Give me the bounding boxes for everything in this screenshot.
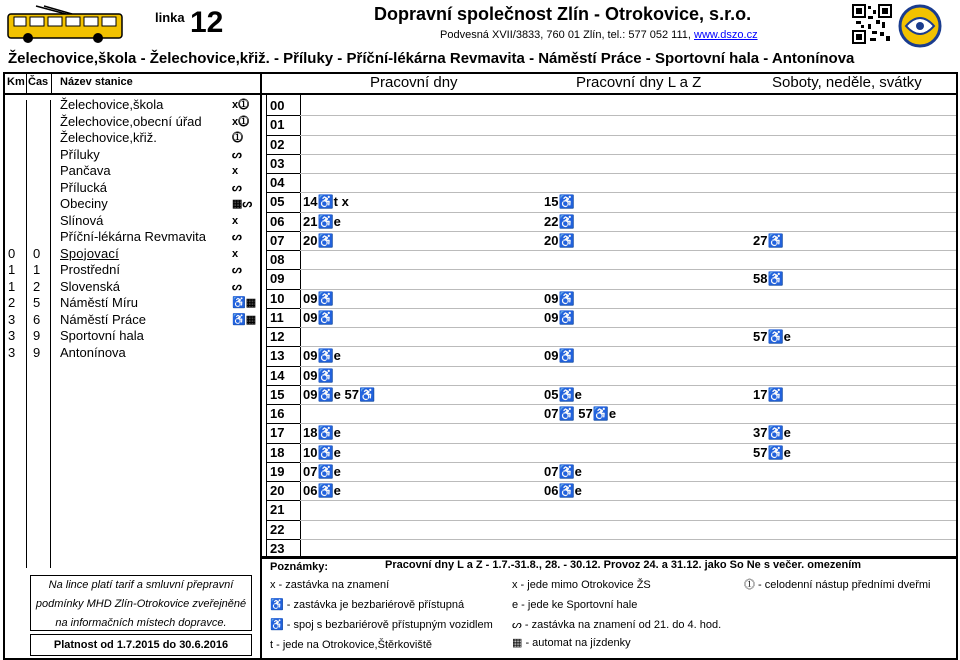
station-symbols: ᔕ [232, 148, 242, 161]
station-symbols: x [232, 214, 239, 227]
station-time [33, 229, 49, 246]
station-time [33, 213, 49, 230]
departure-cell: 07♿e [303, 463, 341, 479]
station-time [33, 130, 49, 147]
row-divider [300, 346, 956, 347]
station-name[interactable]: Sportovní hala [60, 328, 144, 343]
hour-label: 10 [270, 290, 285, 306]
row-divider [300, 154, 956, 155]
station-time [33, 163, 49, 180]
hour-label: 13 [270, 348, 285, 364]
hour-divider [266, 500, 300, 501]
hour-label: 04 [270, 175, 285, 190]
station-time [33, 180, 49, 197]
departure-cell: 07♿e [544, 463, 582, 479]
hour-label: 19 [270, 463, 285, 479]
km-header: Km [7, 76, 25, 88]
row-divider [300, 135, 956, 136]
row-divider [300, 250, 956, 251]
legend-ticket-machine: ▦ - automat na jízdenky [512, 637, 631, 649]
hour-divider [266, 289, 300, 290]
station-km [8, 130, 24, 147]
departure-cell: 27♿ [753, 232, 784, 248]
hour-divider [266, 115, 300, 116]
departure-cell: 06♿e [544, 483, 582, 498]
departure-cell: 09♿ [544, 348, 575, 364]
station-symbols: ⓵ [232, 132, 243, 144]
hour-label: 07 [270, 232, 285, 248]
hour-label: 00 [270, 98, 285, 113]
departure-cell: 20♿ [544, 232, 575, 248]
row-divider [300, 231, 956, 232]
row-divider [300, 366, 956, 367]
row-divider [300, 404, 956, 405]
departure-cell: 58♿ [753, 271, 784, 287]
hour-label: 20 [270, 483, 285, 498]
time-header: Čas [28, 76, 49, 88]
hour-divider [266, 385, 300, 386]
station-time: 6 [33, 311, 41, 327]
station-name[interactable]: Náměstí Práce [60, 311, 146, 327]
address-text: Podvesná XVII/3833, 760 01 Zlín, tel.: 577 052 111, [440, 29, 691, 41]
tariff-note-line: podmínky MHD Zlín-Otrokovice zveřejněné [35, 598, 247, 610]
hour-divider [266, 443, 300, 444]
station-time [33, 196, 49, 213]
hour-divider [266, 154, 300, 155]
row-divider [300, 462, 956, 463]
departure-cell: 09♿ [544, 309, 575, 325]
hour-label: 16 [270, 406, 285, 421]
legend-request-stop: x - zastávka na znamení [270, 579, 390, 591]
departure-cell: 57♿e [753, 329, 791, 344]
hour-label: 01 [270, 117, 285, 133]
departure-cell: 09♿e 57♿ [303, 386, 376, 402]
row-divider [300, 269, 956, 270]
trolleybus-icon [6, 4, 124, 44]
legend-otrokovice-terminus: t - jede na Otrokovice,Štěrkoviště [270, 639, 433, 651]
station-name[interactable]: Obeciny [60, 196, 108, 211]
hour-label: 09 [270, 271, 285, 287]
departure-cell: 09♿e [303, 348, 341, 364]
station-name[interactable]: Želechovice,obecní úřad [60, 113, 202, 129]
departure-cell: 09♿ [303, 290, 334, 306]
hour-divider [266, 135, 300, 136]
station-symbols: x [232, 165, 239, 177]
hour-label: 15 [270, 386, 285, 402]
line-label: linka [155, 10, 185, 25]
hour-label: 18 [270, 444, 285, 460]
departure-cell: 37♿e [753, 425, 791, 441]
station-time: 0 [33, 245, 41, 261]
legend-sport-hall: e - jede ke Sportovní hale [512, 599, 638, 611]
row-divider [300, 289, 956, 290]
station-km [8, 229, 24, 246]
row-divider [300, 481, 956, 482]
row-divider [300, 423, 956, 424]
row-divider [300, 115, 956, 116]
row-divider [300, 443, 956, 444]
station-time [33, 97, 49, 114]
hour-label: 14 [270, 367, 285, 383]
station-symbols: ᔕ [232, 181, 242, 194]
validity-period: Platnost od 1.7.2015 do 30.6.2016 [30, 634, 252, 656]
hour-label: 22 [270, 521, 285, 537]
legend-wheelchair-stop: ♿ - zastávka je bezbariérově přístupná [270, 599, 465, 611]
station-symbols: ᔕ [232, 264, 242, 276]
hour-divider [266, 192, 300, 193]
station-name[interactable]: Prostřední [60, 262, 120, 277]
current-station-name[interactable]: Spojovací [60, 245, 119, 261]
hour-label: 06 [270, 213, 285, 229]
hour-label: 11 [270, 309, 284, 325]
station-symbols: ᔕ [232, 280, 242, 293]
station-symbols: x⓵ [232, 115, 250, 128]
station-name[interactable]: Antonínova [60, 344, 126, 360]
hour-divider [266, 481, 300, 482]
row-divider [300, 520, 956, 521]
station-km [8, 114, 24, 131]
row-divider [300, 212, 956, 213]
departure-cell: 57♿e [753, 444, 791, 460]
station-time: 5 [33, 295, 41, 310]
route-description: Želechovice,škola - Želechovice,křiž. - Příluky - Příční-lékárna Revmavita - Náměstí Práce - Sportovní hala - Antonínova [8, 50, 855, 67]
station-km [8, 147, 24, 164]
departure-cell: 14♿t x [303, 194, 349, 210]
departure-cell: 09♿ [544, 290, 575, 306]
hour-divider [266, 404, 300, 405]
tariff-note [30, 575, 252, 631]
departure-cell: 18♿e [303, 425, 341, 441]
departure-cell: 09♿ [303, 367, 334, 383]
hour-label: 17 [270, 425, 285, 441]
row-divider [300, 192, 956, 193]
station-name-header: Název stanice [60, 76, 133, 88]
station-km [8, 97, 24, 114]
station-name[interactable]: Náměstí Míru [60, 295, 139, 310]
station-km [8, 163, 24, 180]
station-km: 2 [8, 295, 16, 310]
station-km: 1 [8, 262, 16, 277]
departure-cell: 09♿ [303, 309, 334, 325]
station-symbols: ᔕ [232, 231, 242, 243]
departure-cell: 17♿ [753, 386, 784, 402]
station-time [33, 147, 49, 164]
departure-cell: 20♿ [303, 232, 334, 248]
qr-code-icon [852, 4, 892, 44]
legend-outside-otrokovice: x - jede mimo Otrokovice ŽS [512, 579, 651, 591]
hour-divider [266, 327, 300, 328]
station-symbols: ♿▦ [232, 297, 257, 309]
station-time: 9 [33, 328, 41, 343]
departure-cell: 22♿ [544, 213, 575, 229]
legend-wheelchair-vehicle: ♿ - spoj s bezbariérově přístupným vozidlem [270, 619, 493, 631]
legend-front-door: ⓵ - celodenní nástup předními dveřmi [744, 579, 931, 591]
hour-label: 02 [270, 136, 285, 152]
hour-divider [266, 212, 300, 213]
legend-night-request: ᔕ - zastávka na znamení od 21. do 4. hod. [512, 619, 722, 631]
legend-period: Pracovní dny L a Z - 1.7.-31.8., 28. - 30.12. Provoz 24. a 31.12. jako So Ne s večer. omezením [385, 559, 862, 571]
weekend-header: Soboty, neděle, svátky [772, 74, 922, 91]
station-time: 9 [33, 344, 41, 360]
hour-label: 23 [270, 540, 285, 556]
row-divider [300, 327, 956, 328]
station-symbols: ▦ᔕ [232, 198, 253, 210]
hour-divider [266, 173, 300, 174]
timetable-grid [261, 72, 958, 558]
departure-cell: 07♿ 57♿e [544, 406, 617, 421]
station-symbols: ♿▦ [232, 313, 257, 326]
station-time: 2 [33, 278, 41, 294]
row-divider [300, 385, 956, 386]
hour-divider [266, 346, 300, 347]
departure-cell: 21♿e [303, 213, 341, 229]
station-km [8, 213, 24, 230]
station-name[interactable]: Slínová [60, 212, 104, 228]
station-time [33, 114, 49, 131]
dszo-logo-icon [898, 4, 942, 48]
line-number: 12 [190, 6, 224, 39]
hour-divider [266, 520, 300, 521]
station-km: 1 [8, 278, 16, 294]
station-time: 1 [33, 262, 41, 277]
station-name[interactable]: Želechovice,škola [60, 97, 164, 112]
row-divider [300, 500, 956, 501]
station-name[interactable]: Příční-lékárna Revmavita [60, 229, 206, 244]
station-km: 3 [8, 311, 16, 327]
hour-divider [266, 423, 300, 424]
tariff-note-line: Na lince platí tarif a smluvní přepravní [48, 579, 234, 591]
row-divider [300, 539, 956, 540]
tariff-note-line: na informačních místech dopravce. [55, 617, 227, 629]
station-name[interactable]: Pančava [60, 163, 111, 178]
hour-divider [266, 366, 300, 367]
station-km: 3 [8, 328, 16, 343]
weekday-header: Pracovní dny [370, 74, 458, 91]
hour-label: 12 [270, 329, 285, 344]
departure-cell: 15♿ [544, 194, 575, 210]
station-name[interactable]: Příluky [60, 146, 100, 162]
station-name[interactable]: Přílucká [60, 179, 107, 195]
weekday-lz-header: Pracovní dny L a Z [576, 74, 702, 91]
station-name[interactable]: Želechovice,křiž. [60, 130, 157, 145]
station-km [8, 180, 24, 197]
hour-label: 21 [270, 502, 285, 518]
station-symbols: x [232, 247, 239, 260]
hour-label: 03 [270, 155, 285, 171]
legend-title: Poznámky: [270, 561, 329, 573]
company-name: Dopravní společnost Zlín - Otrokovice, s.r.o. [374, 4, 752, 24]
departure-cell: 06♿e [303, 483, 341, 498]
station-km [8, 196, 24, 213]
hour-divider [266, 462, 300, 463]
station-name[interactable]: Slovenská [60, 278, 120, 294]
website-link[interactable]: www.dszo.cz [694, 29, 758, 41]
hour-divider [266, 539, 300, 540]
row-divider [300, 308, 956, 309]
hour-divider [266, 231, 300, 232]
company-address [440, 29, 758, 41]
row-divider [300, 173, 956, 174]
hour-divider [266, 269, 300, 270]
hour-label: 08 [270, 252, 285, 267]
hour-divider [266, 308, 300, 309]
hour-divider [266, 250, 300, 251]
station-symbols: x⓵ [232, 99, 250, 111]
hour-label: 05 [270, 194, 285, 210]
station-km: 0 [8, 245, 16, 261]
departure-cell: 05♿e [544, 386, 582, 402]
station-km: 3 [8, 344, 16, 360]
departure-cell: 10♿e [303, 444, 341, 460]
